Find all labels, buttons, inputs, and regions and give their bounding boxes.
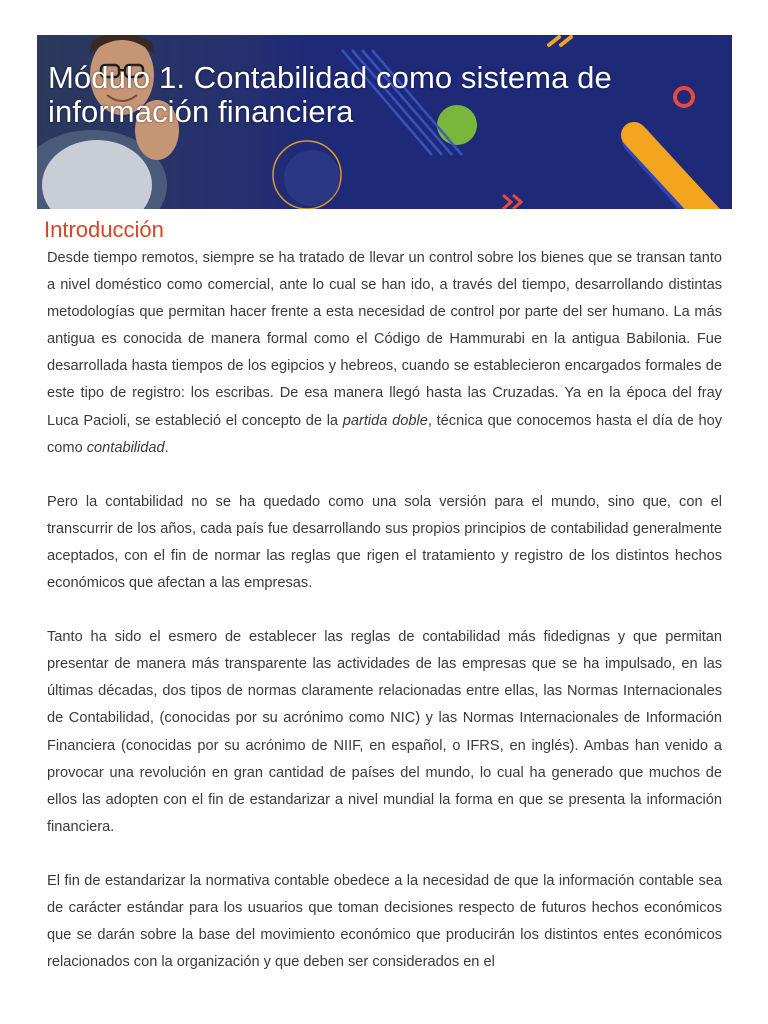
paragraph: Desde tiempo remotos, siempre se ha tratado de llevar un control sobre los bienes que se transan tanto a nivel doméstico como comercial, ante lo cual se han ido, a través del tiempo, desarrollando distintas metodologías que permitan hacer frente a esta necesidad de control por parte del ser humano. La más antigua es conocida de manera formal como el Código de Hammurabi en la antigua Babilonia. Fue desarrollada hasta tiempos de los egipcios y hebreos, cuando se establecieron encargados formales de este tipo de registro: los escribas. De esa manera llegó hasta las Cruzadas. Ya en la época del fray Luca Pacioli, se estableció el concepto de la partida doble, técnica que conocemos hasta el día de hoy como contabilidad.	[47, 250, 723, 456]
emphasis-partida-doble: partida doble	[342, 412, 428, 429]
body-text	[47, 245, 722, 1003]
chevron-right-icon	[503, 195, 521, 209]
paragraph: Pero la contabilidad no se ha quedado como una sola versión para el mundo, sino que, con el transcurrir de los años, cada país fue desarrollando sus propios principios de contabilidad generalmente aceptados, con el fin de normar las reglas que rigen el tratamiento y registro de los distintos hechos económicos que afectan a las empresas.	[47, 493, 722, 592]
paragraph: El fin de estandarizar la normativa contable obedece a la necesidad de que la información contable sea de carácter estándar para los usuarios que toman decisiones respecto de futuros hechos económicos que se darán sobre la base del movimiento económico que producirán los distintos entes económicos relacionados con la organización y que deben ser considerados en el	[47, 872, 722, 971]
page-title: Módulo 1. Contabilidad como sistema de información financiera	[48, 60, 612, 129]
paragraph: Tanto ha sido el esmero de establecer las reglas de contabilidad más fidedignas y que permitan presentar de manera más transparente las actividades de las empresas que se ha impulsado, en las últimas décadas, dos tipos de normas claramente relacionadas entre ellas, las Normas Internacionales de Contabilidad, (conocidas por su acrónimo como NIC) y las Normas Internacionales de Información Financiera (conocidas por su acrónimo de NIIF, en español, o IFRS, en inglés). Ambas han venido a provocar una revolución en gran cantidad de países del mundo, lo cual ha generado que muchos de ellos las adopten con el fin de estandarizar a nivel mundial la forma en que se presenta la información financiera.	[47, 629, 722, 835]
dark-circle-shape	[284, 150, 340, 206]
module-banner	[37, 35, 732, 209]
orange-slash-shape	[549, 37, 571, 45]
emphasis-contabilidad: contabilidad	[86, 439, 165, 456]
section-heading-introduccion: Introducción	[44, 217, 164, 242]
